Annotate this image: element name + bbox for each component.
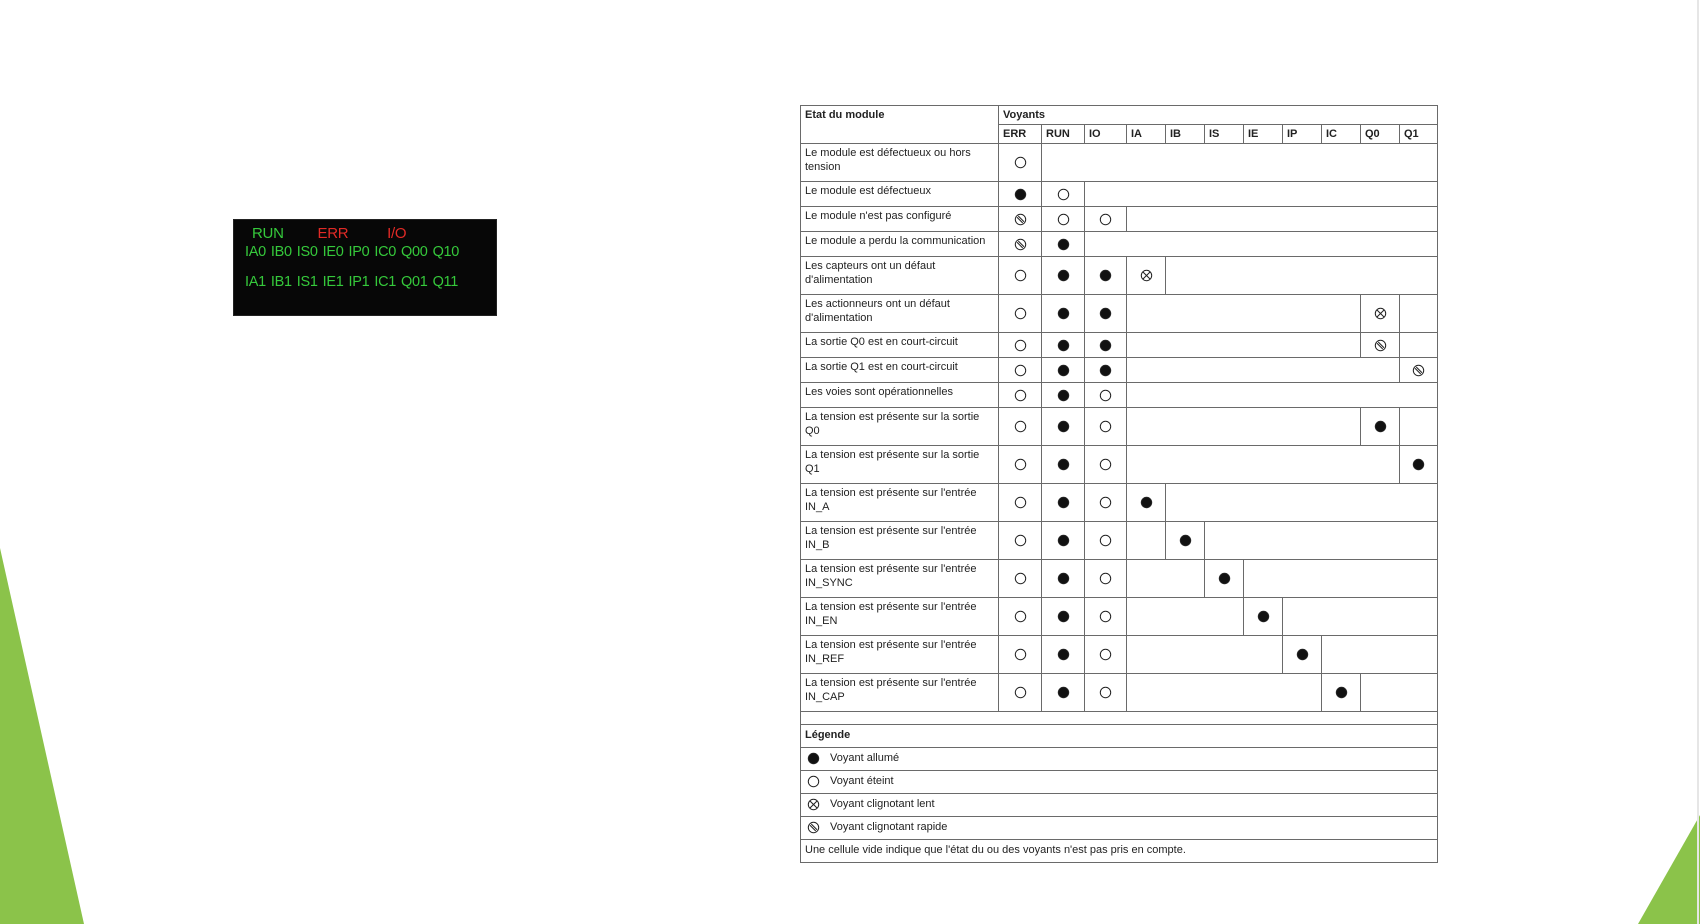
indicator-cell-run bbox=[1042, 674, 1085, 712]
empty-cell bbox=[1127, 295, 1361, 333]
indicator-cell-err bbox=[999, 674, 1042, 712]
legend-item bbox=[801, 748, 1438, 771]
led-on-icon bbox=[1057, 389, 1070, 402]
empty-cell bbox=[1127, 207, 1438, 232]
led-blink-fast-icon bbox=[1014, 213, 1027, 226]
legend-label: Voyant clignotant rapide bbox=[830, 821, 948, 833]
indicator-cell-run bbox=[1042, 560, 1085, 598]
spacer-row bbox=[801, 712, 1438, 725]
indicator-cell-run bbox=[1042, 484, 1085, 522]
empty-cell bbox=[1283, 598, 1438, 636]
indicator-cell-ie bbox=[1244, 598, 1283, 636]
row-label: Les actionneurs ont un défaut d'alimentation bbox=[801, 295, 999, 333]
led-on-icon bbox=[1099, 339, 1112, 352]
indicator-cell-err bbox=[999, 446, 1042, 484]
empty-cell bbox=[1127, 560, 1205, 598]
led-off-icon bbox=[1014, 686, 1027, 699]
table-row bbox=[801, 522, 1438, 560]
indicator-cell-ip bbox=[1283, 636, 1322, 674]
led-off-icon bbox=[1014, 458, 1027, 471]
table-row bbox=[801, 182, 1438, 207]
indicator-cell-err bbox=[999, 383, 1042, 408]
footnote-row bbox=[801, 840, 1438, 863]
led-blink-fast-icon bbox=[1412, 364, 1425, 377]
indicator-header-q1: Q1 bbox=[1400, 125, 1438, 144]
run-led-label: RUN bbox=[252, 225, 284, 242]
led-off-icon bbox=[1099, 686, 1112, 699]
led-on-icon bbox=[1057, 458, 1070, 471]
row-label: Les voies sont opérationnelles bbox=[801, 383, 999, 408]
row-label: La tension est présente sur la sortie Q0 bbox=[801, 408, 999, 446]
indicator-cell-io bbox=[1085, 358, 1127, 383]
table-row bbox=[801, 207, 1438, 232]
channel-led-ip0: IP0 bbox=[348, 244, 370, 260]
led-off-icon bbox=[1014, 572, 1027, 585]
empty-cell bbox=[1244, 560, 1438, 598]
legend-cell bbox=[801, 817, 1438, 840]
indicator-header-io: IO bbox=[1085, 125, 1127, 144]
channel-led-ic0: IC0 bbox=[374, 244, 397, 260]
led-on-icon bbox=[1057, 534, 1070, 547]
group-header-indicators: Voyants bbox=[999, 106, 1438, 125]
indicator-header-ib: IB bbox=[1166, 125, 1205, 144]
led-blink-slow-icon bbox=[1140, 269, 1153, 282]
led-off-icon bbox=[1099, 389, 1112, 402]
table-row bbox=[801, 333, 1438, 358]
led-off-icon bbox=[1014, 534, 1027, 547]
led-off-icon bbox=[1014, 307, 1027, 320]
led-off-icon bbox=[1099, 572, 1112, 585]
led-on-icon bbox=[1218, 572, 1231, 585]
led-status-row bbox=[245, 225, 406, 242]
indicator-cell-run bbox=[1042, 383, 1085, 408]
led-off-icon bbox=[1014, 364, 1027, 377]
footnote-text: Une cellule vide indique que l'état du ou des voyants n'est pas pris en compte. bbox=[801, 840, 1438, 863]
table-row bbox=[801, 144, 1438, 182]
table-row bbox=[801, 598, 1438, 636]
led-off-icon bbox=[1099, 648, 1112, 661]
indicator-cell-q1 bbox=[1400, 446, 1438, 484]
indicator-cell-err bbox=[999, 484, 1042, 522]
led-on-icon bbox=[1057, 339, 1070, 352]
indicator-header-ip: IP bbox=[1283, 125, 1322, 144]
led-on-icon bbox=[1179, 534, 1192, 547]
empty-cell bbox=[1085, 232, 1438, 257]
channel-led-ib1: IB1 bbox=[270, 274, 292, 290]
empty-cell bbox=[1127, 636, 1283, 674]
legend-label: Voyant clignotant lent bbox=[830, 798, 935, 810]
indicator-cell-io bbox=[1085, 484, 1127, 522]
empty-cell bbox=[1127, 522, 1166, 560]
channel-led-ia0: IA0 bbox=[245, 244, 266, 260]
indicator-header-q0: Q0 bbox=[1361, 125, 1400, 144]
indicator-cell-err bbox=[999, 257, 1042, 295]
empty-cell bbox=[1322, 636, 1438, 674]
row-label: La sortie Q0 est en court-circuit bbox=[801, 333, 999, 358]
channel-led-ib0: IB0 bbox=[270, 244, 292, 260]
left-accent-shape bbox=[0, 548, 84, 924]
indicator-cell-io bbox=[1085, 333, 1127, 358]
empty-cell bbox=[1400, 408, 1438, 446]
led-on-icon bbox=[1057, 364, 1070, 377]
table-row bbox=[801, 674, 1438, 712]
led-off-icon bbox=[807, 775, 820, 788]
channel-led-is0: IS0 bbox=[296, 244, 318, 260]
indicator-cell-run bbox=[1042, 295, 1085, 333]
row-label: Le module n'est pas configuré bbox=[801, 207, 999, 232]
table-row bbox=[801, 484, 1438, 522]
indicator-header-ia: IA bbox=[1127, 125, 1166, 144]
led-on-icon bbox=[1335, 686, 1348, 699]
indicator-cell-err bbox=[999, 522, 1042, 560]
indicator-cell-io bbox=[1085, 598, 1127, 636]
led-on-icon bbox=[1057, 648, 1070, 661]
indicator-cell-err bbox=[999, 207, 1042, 232]
channel-led-q00: Q00 bbox=[401, 244, 428, 260]
led-on-icon bbox=[1014, 188, 1027, 201]
io-led-label: I/O bbox=[387, 225, 407, 242]
table-row bbox=[801, 560, 1438, 598]
empty-cell bbox=[1127, 598, 1244, 636]
legend-item bbox=[801, 771, 1438, 794]
empty-cell bbox=[1127, 358, 1400, 383]
led-off-icon bbox=[1099, 534, 1112, 547]
indicator-cell-run bbox=[1042, 207, 1085, 232]
empty-cell bbox=[1166, 257, 1438, 295]
led-off-icon bbox=[1099, 420, 1112, 433]
table-row bbox=[801, 295, 1438, 333]
indicator-cell-io bbox=[1085, 636, 1127, 674]
indicator-cell-run bbox=[1042, 522, 1085, 560]
channel-led-q11: Q11 bbox=[432, 274, 458, 290]
row-label: La tension est présente sur l'entrée IN_SYNC bbox=[801, 560, 999, 598]
led-off-icon bbox=[1014, 269, 1027, 282]
empty-cell bbox=[1042, 144, 1438, 182]
led-blink-slow-icon bbox=[807, 798, 820, 811]
indicator-cell-io bbox=[1085, 207, 1127, 232]
led-off-icon bbox=[1014, 610, 1027, 623]
indicator-cell-run bbox=[1042, 358, 1085, 383]
indicator-cell-q0 bbox=[1361, 295, 1400, 333]
indicator-cell-io bbox=[1085, 383, 1127, 408]
indicator-cell-err bbox=[999, 295, 1042, 333]
led-on-icon bbox=[1057, 572, 1070, 585]
empty-cell bbox=[1085, 182, 1438, 207]
indicator-cell-err bbox=[999, 232, 1042, 257]
table-row bbox=[801, 383, 1438, 408]
indicator-cell-err bbox=[999, 182, 1042, 207]
spacer-cell bbox=[801, 712, 1438, 725]
indicator-cell-is bbox=[1205, 560, 1244, 598]
led-on-icon bbox=[1412, 458, 1425, 471]
empty-cell bbox=[1166, 484, 1438, 522]
indicator-cell-io bbox=[1085, 257, 1127, 295]
row-label: Le module a perdu la communication bbox=[801, 232, 999, 257]
indicator-cell-err bbox=[999, 408, 1042, 446]
legend-item bbox=[801, 794, 1438, 817]
empty-cell bbox=[1127, 408, 1361, 446]
legend-title: Légende bbox=[801, 725, 1438, 748]
indicator-cell-run bbox=[1042, 232, 1085, 257]
indicator-header-err: ERR bbox=[999, 125, 1042, 144]
right-accent-shape bbox=[1638, 815, 1700, 924]
led-off-icon bbox=[1099, 458, 1112, 471]
indicator-cell-err bbox=[999, 333, 1042, 358]
indicator-cell-run bbox=[1042, 257, 1085, 295]
row-label: La tension est présente sur l'entrée IN_B bbox=[801, 522, 999, 560]
led-off-icon bbox=[1014, 420, 1027, 433]
indicator-cell-ia bbox=[1127, 484, 1166, 522]
indicator-cell-ia bbox=[1127, 257, 1166, 295]
row-label: La sortie Q1 est en court-circuit bbox=[801, 358, 999, 383]
channel-led-is1: IS1 bbox=[296, 274, 318, 290]
table-row bbox=[801, 636, 1438, 674]
led-status-table bbox=[800, 105, 1438, 863]
row-label: Le module est défectueux bbox=[801, 182, 999, 207]
indicator-cell-io bbox=[1085, 674, 1127, 712]
row-label: La tension est présente sur l'entrée IN_A bbox=[801, 484, 999, 522]
channel-led-q01: Q01 bbox=[401, 274, 428, 290]
indicator-cell-err bbox=[999, 560, 1042, 598]
indicator-header-run: RUN bbox=[1042, 125, 1085, 144]
led-on-icon bbox=[807, 752, 820, 765]
indicator-cell-io bbox=[1085, 522, 1127, 560]
led-off-icon bbox=[1099, 496, 1112, 509]
led-off-icon bbox=[1057, 188, 1070, 201]
indicator-cell-run bbox=[1042, 598, 1085, 636]
channel-led-ia1: IA1 bbox=[245, 274, 266, 290]
led-blink-fast-icon bbox=[1374, 339, 1387, 352]
led-on-icon bbox=[1057, 496, 1070, 509]
row-label: La tension est présente sur l'entrée IN_CAP bbox=[801, 674, 999, 712]
indicator-cell-q0 bbox=[1361, 408, 1400, 446]
indicator-cell-q1 bbox=[1400, 358, 1438, 383]
table-row bbox=[801, 358, 1438, 383]
led-on-icon bbox=[1374, 420, 1387, 433]
indicator-cell-q0 bbox=[1361, 333, 1400, 358]
led-on-icon bbox=[1057, 420, 1070, 433]
led-off-icon bbox=[1099, 610, 1112, 623]
led-off-icon bbox=[1014, 156, 1027, 169]
led-off-icon bbox=[1014, 496, 1027, 509]
led-off-icon bbox=[1014, 648, 1027, 661]
indicator-header-ie: IE bbox=[1244, 125, 1283, 144]
empty-cell bbox=[1205, 522, 1438, 560]
empty-cell bbox=[1400, 333, 1438, 358]
err-led-label: ERR bbox=[317, 225, 349, 242]
led-on-icon bbox=[1257, 610, 1270, 623]
led-blink-fast-icon bbox=[807, 821, 820, 834]
legend-cell bbox=[801, 794, 1438, 817]
led-blink-slow-icon bbox=[1374, 307, 1387, 320]
led-channel-row-2 bbox=[245, 274, 463, 290]
led-on-icon bbox=[1140, 496, 1153, 509]
empty-cell bbox=[1127, 333, 1361, 358]
led-blink-fast-icon bbox=[1014, 238, 1027, 251]
table-row bbox=[801, 232, 1438, 257]
empty-cell bbox=[1361, 674, 1438, 712]
legend-item bbox=[801, 817, 1438, 840]
indicator-cell-ib bbox=[1166, 522, 1205, 560]
indicator-cell-ic bbox=[1322, 674, 1361, 712]
led-off-icon bbox=[1057, 213, 1070, 226]
indicator-header-ic: IC bbox=[1322, 125, 1361, 144]
legend-label: Voyant allumé bbox=[830, 752, 900, 764]
empty-cell bbox=[1127, 446, 1400, 484]
led-on-icon bbox=[1099, 269, 1112, 282]
led-on-icon bbox=[1296, 648, 1309, 661]
row-label: Le module est défectueux ou hors tension bbox=[801, 144, 999, 182]
indicator-cell-err bbox=[999, 144, 1042, 182]
led-on-icon bbox=[1099, 307, 1112, 320]
led-on-icon bbox=[1057, 238, 1070, 251]
channel-led-ic1: IC1 bbox=[374, 274, 397, 290]
channel-led-ip1: IP1 bbox=[348, 274, 370, 290]
empty-cell bbox=[1127, 383, 1438, 408]
led-on-icon bbox=[1057, 610, 1070, 623]
channel-led-ie1: IE1 bbox=[322, 274, 344, 290]
legend-cell bbox=[801, 771, 1438, 794]
indicator-cell-io bbox=[1085, 446, 1127, 484]
col-header-module-state: Etat du module bbox=[801, 106, 999, 144]
led-on-icon bbox=[1099, 364, 1112, 377]
empty-cell bbox=[1400, 295, 1438, 333]
led-panel bbox=[233, 219, 497, 316]
led-on-icon bbox=[1057, 307, 1070, 320]
led-off-icon bbox=[1014, 339, 1027, 352]
indicator-cell-run bbox=[1042, 333, 1085, 358]
legend-title-row bbox=[801, 725, 1438, 748]
indicator-cell-io bbox=[1085, 408, 1127, 446]
legend-cell bbox=[801, 748, 1438, 771]
led-off-icon bbox=[1099, 213, 1112, 226]
row-label: La tension est présente sur l'entrée IN_EN bbox=[801, 598, 999, 636]
table-row bbox=[801, 408, 1438, 446]
led-channel-row-1 bbox=[245, 244, 464, 260]
indicator-cell-run bbox=[1042, 446, 1085, 484]
channel-led-q10: Q10 bbox=[432, 244, 460, 260]
indicator-cell-err bbox=[999, 358, 1042, 383]
row-label: Les capteurs ont un défaut d'alimentation bbox=[801, 257, 999, 295]
indicator-cell-err bbox=[999, 636, 1042, 674]
indicator-cell-run bbox=[1042, 182, 1085, 207]
indicator-cell-run bbox=[1042, 636, 1085, 674]
row-label: La tension est présente sur la sortie Q1 bbox=[801, 446, 999, 484]
row-label: La tension est présente sur l'entrée IN_REF bbox=[801, 636, 999, 674]
indicator-cell-io bbox=[1085, 560, 1127, 598]
indicator-header-is: IS bbox=[1205, 125, 1244, 144]
indicator-cell-io bbox=[1085, 295, 1127, 333]
led-off-icon bbox=[1014, 389, 1027, 402]
legend-label: Voyant éteint bbox=[830, 775, 894, 787]
channel-led-ie0: IE0 bbox=[322, 244, 344, 260]
indicator-cell-run bbox=[1042, 408, 1085, 446]
led-on-icon bbox=[1057, 686, 1070, 699]
led-on-icon bbox=[1057, 269, 1070, 282]
table-row bbox=[801, 257, 1438, 295]
led-status-table-wrapper bbox=[800, 105, 1438, 863]
table-row bbox=[801, 446, 1438, 484]
empty-cell bbox=[1127, 674, 1322, 712]
indicator-cell-err bbox=[999, 598, 1042, 636]
